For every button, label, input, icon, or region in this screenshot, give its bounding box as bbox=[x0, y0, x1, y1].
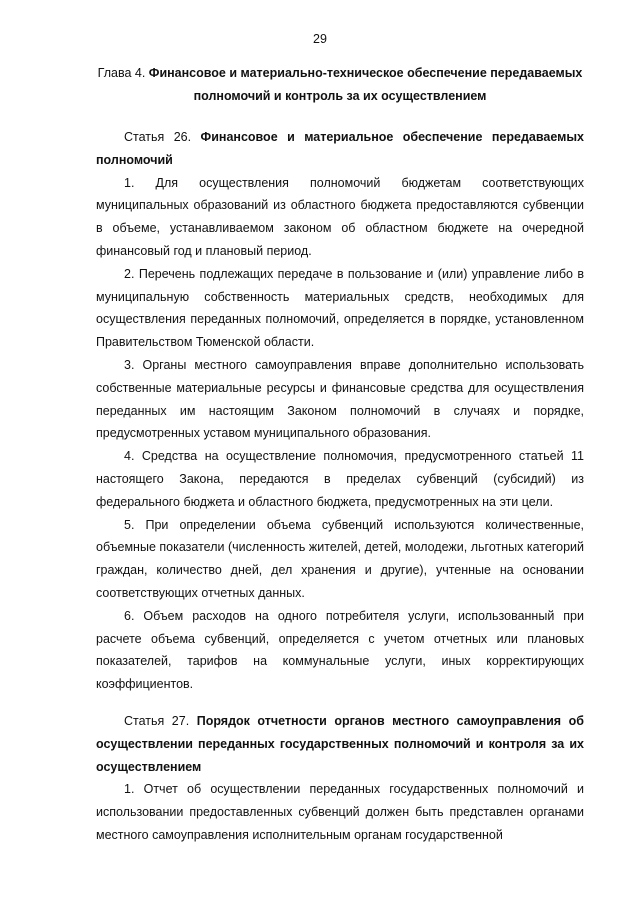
paragraph: 1. Отчет об осуществлении переданных государственных полномочий и использовании предоставленных субвенций должен быть представлен органами местного самоуправления исполнительным органам государственной bbox=[96, 782, 584, 842]
paragraph: 4. Средства на осуществление полномочия, предусмотренного статьей 11 настоящего Закона, передаются в пределах субвенций (субсидий) из федерального бюджета и областного бюджета, предусмотренных на эти цели. bbox=[96, 449, 584, 509]
article-26-heading bbox=[96, 126, 584, 172]
chapter-title: Финансовое и материально-техническое обеспечение передаваемых полномочий и контроль за их осуществлением bbox=[148, 66, 583, 103]
article-27 bbox=[96, 710, 584, 847]
article-27-heading bbox=[96, 710, 584, 778]
page-number: 29 bbox=[313, 32, 327, 46]
article-26-prefix: Статья 26. bbox=[124, 130, 192, 144]
paragraph: 2. Перечень подлежащих передаче в пользование и (или) управление либо в муниципальную собственность материальных средств, необходимых для осуществления переданных полномочий, определяется в порядке, установленном Правительством Тюменской области. bbox=[96, 266, 584, 350]
article-26-title: Финансовое и материальное обеспечение передаваемых полномочий bbox=[96, 130, 584, 167]
article-27-title: Порядок отчетности органов местного самоуправления об осуществлении переданных государственных полномочий и контроля за их осуществлением bbox=[96, 714, 584, 774]
paragraph: 1. Для осуществления полномочий бюджетам соответствующих муниципальных образований из областного бюджета предоставляются субвенции в объеме, устанавливаемом законом об областном бюджете на очередной финансовый год и плановый период. bbox=[96, 175, 584, 258]
article-27-prefix: Статья 27. bbox=[124, 714, 190, 728]
chapter-heading bbox=[96, 62, 584, 108]
paragraph: 5. При определении объема субвенций используются количественные, объемные показатели (численность жителей, детей, молодежи, льготных категорий граждан, количество дней, дел хранения и другие), учтенные на основании соответствующих отчетных данных. bbox=[96, 517, 584, 600]
article-26 bbox=[96, 126, 584, 696]
paragraph: 6. Объем расходов на одного потребителя услуги, использованный при расчете объема субвенций, определяется с учетом отчетных или плановых показателей, тарифов на коммунальные услуги, иных корректирующих коэффициентов. bbox=[96, 608, 584, 692]
chapter-prefix: Глава 4. bbox=[97, 66, 146, 80]
paragraph: 3. Органы местного самоуправления вправе дополнительно использовать собственные материальные ресурсы и финансовые средства для осуществления переданных им настоящим Законом полномочий в случаях и порядке, предусмотренных уставом муниципального образования. bbox=[96, 357, 584, 441]
